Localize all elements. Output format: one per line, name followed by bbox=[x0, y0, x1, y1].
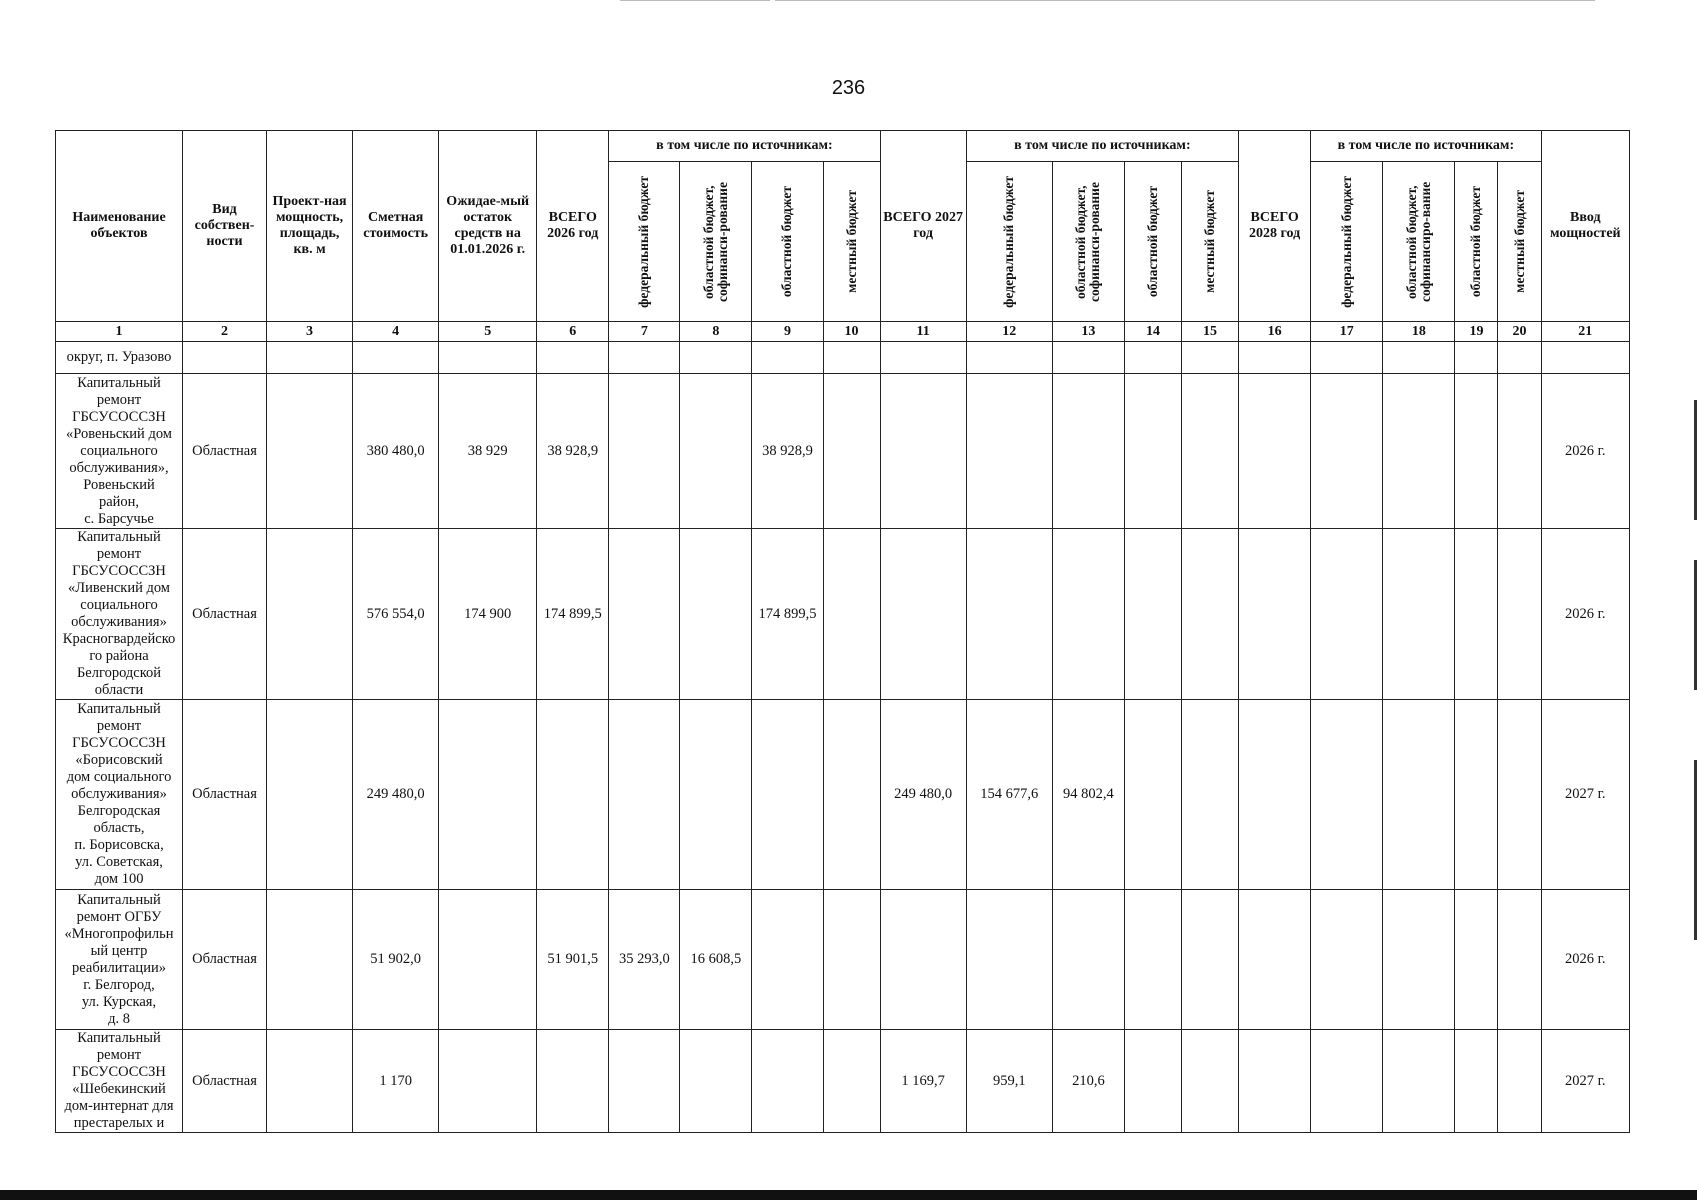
table-cell: 1 170 bbox=[353, 1030, 439, 1133]
table-cell bbox=[680, 529, 752, 700]
table-row bbox=[56, 342, 1630, 374]
table-cell: 959,1 bbox=[966, 1030, 1052, 1133]
col-header-commissioning: Ввод мощностей bbox=[1541, 131, 1629, 322]
table-cell bbox=[823, 342, 880, 374]
col-group-sources-2028: в том числе по источникам: bbox=[1311, 131, 1541, 162]
column-number: 9 bbox=[752, 322, 823, 342]
table-cell: 35 293,0 bbox=[609, 890, 680, 1030]
col-header-regional-cofin-2026: областной бюджет, софинанси-рование bbox=[680, 162, 752, 322]
table-cell bbox=[1052, 890, 1124, 1030]
table-cell bbox=[353, 342, 439, 374]
table-cell: 16 608,5 bbox=[680, 890, 752, 1030]
table-cell bbox=[1498, 1030, 1541, 1133]
object-name-cell: Капитальный ремонт ГБСУСОССЗН «Шебекинский дом-интернат для престарелых и bbox=[56, 1030, 183, 1133]
col-header-capacity: Проект-ная мощность, площадь, кв. м bbox=[267, 131, 353, 322]
top-edge-line bbox=[775, 0, 1595, 1]
col-group-sources-2026: в том числе по источникам: bbox=[609, 131, 880, 162]
column-number: 12 bbox=[966, 322, 1052, 342]
column-number: 18 bbox=[1383, 322, 1455, 342]
table-cell bbox=[1498, 890, 1541, 1030]
table-cell bbox=[537, 342, 609, 374]
column-number: 10 bbox=[823, 322, 880, 342]
table-cell bbox=[537, 1030, 609, 1133]
table-cell: 2026 г. bbox=[1541, 529, 1629, 700]
table-cell bbox=[609, 529, 680, 700]
table-cell: 38 929 bbox=[439, 374, 537, 529]
column-number: 13 bbox=[1052, 322, 1124, 342]
column-number: 11 bbox=[880, 322, 966, 342]
table-cell bbox=[1052, 374, 1124, 529]
table-cell bbox=[1181, 374, 1238, 529]
table-cell bbox=[1124, 700, 1181, 890]
column-number: 17 bbox=[1311, 322, 1383, 342]
table-cell bbox=[1181, 342, 1238, 374]
column-number: 14 bbox=[1124, 322, 1181, 342]
col-header-regional-2026: областной бюджет bbox=[752, 162, 823, 322]
table-cell bbox=[1498, 529, 1541, 700]
table-cell: Областная bbox=[183, 1030, 267, 1133]
table-row bbox=[56, 890, 1630, 1030]
table-cell bbox=[1383, 890, 1455, 1030]
col-header-federal-2027: федеральный бюджет bbox=[966, 162, 1052, 322]
top-edge-line bbox=[620, 0, 770, 1]
table-cell bbox=[1239, 374, 1311, 529]
table-cell bbox=[1239, 890, 1311, 1030]
table-cell bbox=[1124, 374, 1181, 529]
table-cell bbox=[680, 374, 752, 529]
table-cell bbox=[439, 890, 537, 1030]
table-cell bbox=[1455, 890, 1498, 1030]
table-cell bbox=[1311, 529, 1383, 700]
table-cell bbox=[1311, 342, 1383, 374]
table-cell: Областная bbox=[183, 529, 267, 700]
table-cell bbox=[1181, 529, 1238, 700]
table-cell bbox=[267, 890, 353, 1030]
column-number: 19 bbox=[1455, 322, 1498, 342]
table-cell: Областная bbox=[183, 890, 267, 1030]
col-header-local-2026: местный бюджет bbox=[823, 162, 880, 322]
table-cell bbox=[609, 374, 680, 529]
table-cell: 2026 г. bbox=[1541, 374, 1629, 529]
table-cell bbox=[1239, 700, 1311, 890]
table-cell bbox=[1052, 342, 1124, 374]
table-cell bbox=[880, 529, 966, 700]
col-header-name: Наименование объектов bbox=[56, 131, 183, 322]
table-cell: 38 928,9 bbox=[752, 374, 823, 529]
table-cell bbox=[1498, 342, 1541, 374]
table-cell bbox=[609, 700, 680, 890]
table-cell bbox=[823, 700, 880, 890]
table-cell bbox=[1498, 374, 1541, 529]
table-row bbox=[56, 700, 1630, 890]
table-cell bbox=[1455, 1030, 1498, 1133]
table-cell bbox=[880, 374, 966, 529]
table-cell: 174 899,5 bbox=[537, 529, 609, 700]
table-cell bbox=[1181, 890, 1238, 1030]
col-header-ownership: Вид собствен-ности bbox=[183, 131, 267, 322]
col-header-local-2027: местный бюджет bbox=[1181, 162, 1238, 322]
table-cell bbox=[680, 1030, 752, 1133]
object-name-cell: Капитальный ремонт ГБСУСОССЗН «Борисовский дом социального обслуживания» Белгородская область, п. Борисовска, ул. Советская, дом 100 bbox=[56, 700, 183, 890]
table-cell bbox=[680, 342, 752, 374]
col-header-regional-2027: областной бюджет bbox=[1124, 162, 1181, 322]
table-cell bbox=[439, 700, 537, 890]
table-cell bbox=[1311, 890, 1383, 1030]
column-number-row bbox=[56, 322, 1630, 342]
table-cell bbox=[1311, 374, 1383, 529]
page-number: 236 bbox=[831, 77, 866, 99]
table-cell bbox=[752, 700, 823, 890]
column-number: 16 bbox=[1239, 322, 1311, 342]
table-cell bbox=[183, 342, 267, 374]
table-cell bbox=[267, 700, 353, 890]
table-cell bbox=[823, 890, 880, 1030]
table-cell bbox=[752, 342, 823, 374]
table-cell: 249 480,0 bbox=[880, 700, 966, 890]
table-cell: 174 899,5 bbox=[752, 529, 823, 700]
table-cell bbox=[1455, 529, 1498, 700]
table-cell: 210,6 bbox=[1052, 1030, 1124, 1133]
col-header-local-2028: местный бюджет bbox=[1498, 162, 1541, 322]
table-cell bbox=[1124, 890, 1181, 1030]
table-cell bbox=[537, 700, 609, 890]
table-cell bbox=[1383, 374, 1455, 529]
table-cell bbox=[1383, 1030, 1455, 1133]
table-cell: 576 554,0 bbox=[353, 529, 439, 700]
column-number: 8 bbox=[680, 322, 752, 342]
table-cell: 2027 г. bbox=[1541, 700, 1629, 890]
table-cell bbox=[609, 1030, 680, 1133]
table-cell bbox=[966, 890, 1052, 1030]
table-cell bbox=[1239, 529, 1311, 700]
table-row bbox=[56, 374, 1630, 529]
table-cell bbox=[1455, 342, 1498, 374]
table-cell bbox=[880, 890, 966, 1030]
column-number: 4 bbox=[353, 322, 439, 342]
table-cell bbox=[823, 1030, 880, 1133]
table-cell: 2026 г. bbox=[1541, 890, 1629, 1030]
table-cell: 174 900 bbox=[439, 529, 537, 700]
table-cell bbox=[1181, 1030, 1238, 1133]
table-cell bbox=[1181, 700, 1238, 890]
table-cell: 38 928,9 bbox=[537, 374, 609, 529]
table-cell bbox=[1239, 342, 1311, 374]
table-cell bbox=[609, 342, 680, 374]
table-cell bbox=[1383, 529, 1455, 700]
column-number: 6 bbox=[537, 322, 609, 342]
table-cell bbox=[1455, 374, 1498, 529]
table-cell bbox=[1124, 342, 1181, 374]
col-header-total-2028: ВСЕГО 2028 год bbox=[1239, 131, 1311, 322]
table-cell: 249 480,0 bbox=[353, 700, 439, 890]
table-cell: 94 802,4 bbox=[1052, 700, 1124, 890]
object-name-cell: округ, п. Уразово bbox=[56, 342, 183, 374]
table-cell: 2027 г. bbox=[1541, 1030, 1629, 1133]
object-name-cell: Капитальный ремонт ОГБУ «Многопрофильн ый центр реабилитации» г. Белгород, ул. Курская, д. 8 bbox=[56, 890, 183, 1030]
table-cell bbox=[752, 1030, 823, 1133]
col-header-regional-cofin-2028: областной бюджет, софинансиро-вание bbox=[1383, 162, 1455, 322]
table-cell bbox=[966, 529, 1052, 700]
table-cell: Областная bbox=[183, 374, 267, 529]
table-cell bbox=[966, 374, 1052, 529]
table-row bbox=[56, 1030, 1630, 1133]
table-cell bbox=[267, 374, 353, 529]
scan-bottom-bar bbox=[0, 1190, 1697, 1200]
table-cell bbox=[966, 342, 1052, 374]
column-number: 15 bbox=[1181, 322, 1238, 342]
table-cell bbox=[1383, 342, 1455, 374]
object-name-cell: Капитальный ремонт ГБСУСОССЗН «Ровеньский дом социального обслуживания», Ровеньский район, с. Барсучье bbox=[56, 374, 183, 529]
table-cell bbox=[1455, 700, 1498, 890]
table-cell bbox=[1383, 700, 1455, 890]
object-name-cell: Капитальный ремонт ГБСУСОССЗН «Ливенский дом социального обслуживания» Красногвардейско го района Белгородской области bbox=[56, 529, 183, 700]
table-cell bbox=[267, 1030, 353, 1133]
table-cell bbox=[1239, 1030, 1311, 1133]
table-cell bbox=[1311, 1030, 1383, 1133]
column-number: 7 bbox=[609, 322, 680, 342]
table-cell bbox=[1052, 529, 1124, 700]
table-cell: 154 677,6 bbox=[966, 700, 1052, 890]
col-header-federal-2026: федеральный бюджет bbox=[609, 162, 680, 322]
column-number: 3 bbox=[267, 322, 353, 342]
table-cell: 380 480,0 bbox=[353, 374, 439, 529]
table-cell bbox=[439, 1030, 537, 1133]
table-cell bbox=[1498, 700, 1541, 890]
col-header-total-2026: ВСЕГО 2026 год bbox=[537, 131, 609, 322]
column-number: 5 bbox=[439, 322, 537, 342]
table-cell bbox=[267, 342, 353, 374]
column-number: 2 bbox=[183, 322, 267, 342]
col-header-cost: Сметная стоимость bbox=[353, 131, 439, 322]
funding-table bbox=[55, 130, 1630, 1133]
table-cell bbox=[1124, 529, 1181, 700]
column-number: 1 bbox=[56, 322, 183, 342]
column-number: 20 bbox=[1498, 322, 1541, 342]
col-header-regional-2028: областной бюджет bbox=[1455, 162, 1498, 322]
col-header-federal-2028: федеральный бюджет bbox=[1311, 162, 1383, 322]
column-number: 21 bbox=[1541, 322, 1629, 342]
table-cell bbox=[823, 529, 880, 700]
col-group-sources-2027: в том числе по источникам: bbox=[966, 131, 1238, 162]
table-cell: 51 901,5 bbox=[537, 890, 609, 1030]
col-header-total-2027: ВСЕГО 2027 год bbox=[880, 131, 966, 322]
table-cell: Областная bbox=[183, 700, 267, 890]
table-cell: 51 902,0 bbox=[353, 890, 439, 1030]
table-cell bbox=[752, 890, 823, 1030]
table-cell bbox=[267, 529, 353, 700]
table-cell: 1 169,7 bbox=[880, 1030, 966, 1133]
table-cell bbox=[823, 374, 880, 529]
table-row bbox=[56, 529, 1630, 700]
table-cell bbox=[1541, 342, 1629, 374]
col-header-regional-cofin-2027: областной бюджет, софинанси-рование bbox=[1052, 162, 1124, 322]
table-cell bbox=[680, 700, 752, 890]
table-body bbox=[56, 342, 1630, 1133]
table-cell bbox=[1124, 1030, 1181, 1133]
table-cell bbox=[439, 342, 537, 374]
table-cell bbox=[880, 342, 966, 374]
col-header-remainder: Ожидае-мый остаток средств на 01.01.2026 г. bbox=[439, 131, 537, 322]
table-cell bbox=[1311, 700, 1383, 890]
